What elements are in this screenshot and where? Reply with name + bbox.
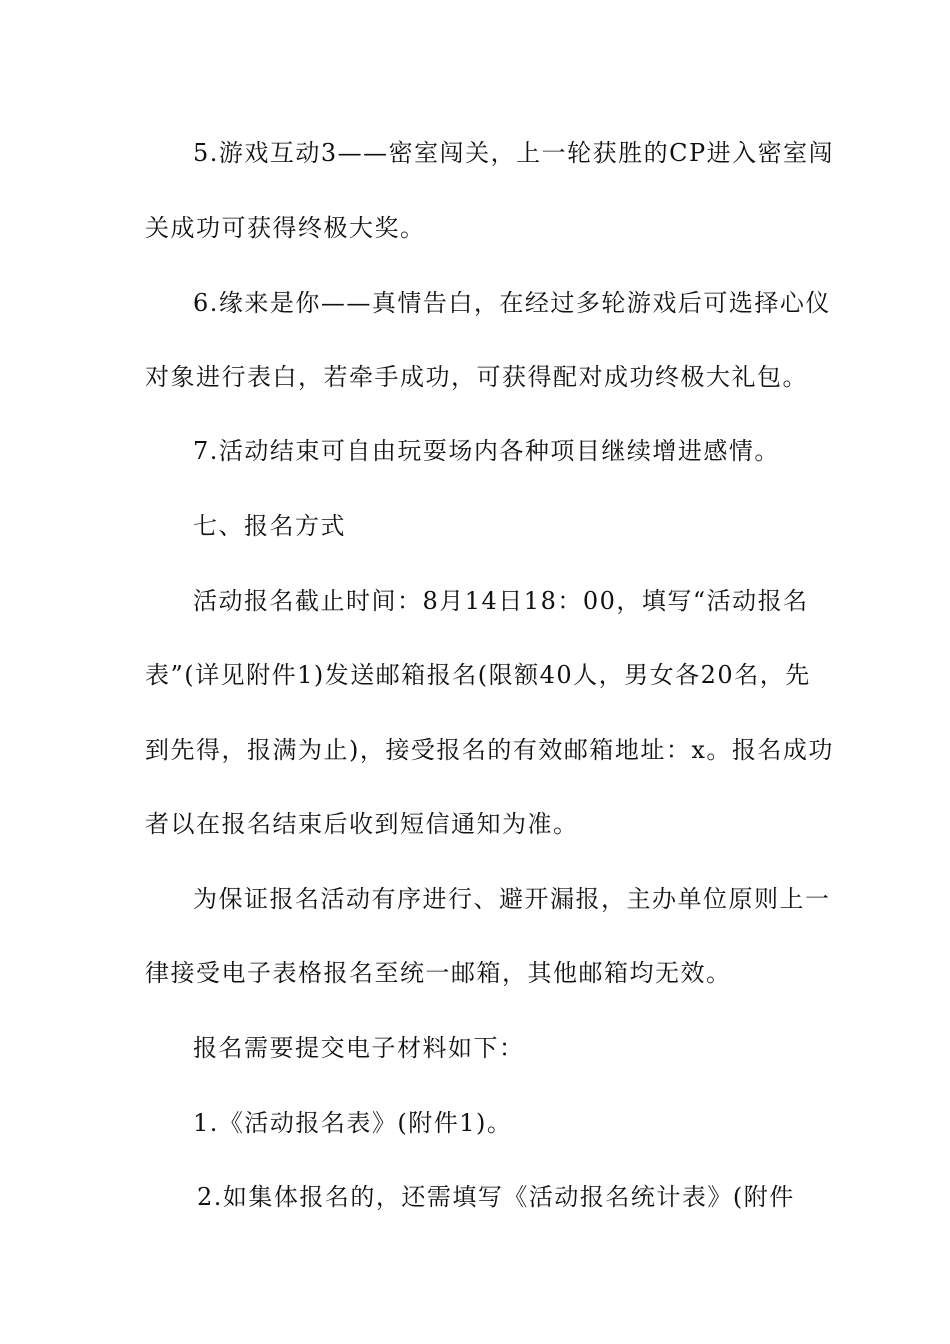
paragraph-line: 者以在报名结束后收到短信通知为准。	[145, 810, 579, 838]
paragraph-line: 6.缘来是你——真情告白，在经过多轮游戏后可选择心仪	[193, 289, 831, 317]
list-item: 2.如集体报名的，还需填写《活动报名统计表》(附件	[197, 1183, 795, 1211]
paragraph-line: 报名需要提交电子材料如下：	[193, 1034, 525, 1062]
paragraph-line: 关成功可获得终极大奖。	[145, 214, 426, 242]
paragraph-line: 律接受电子表格报名至统一邮箱，其他邮箱均无效。	[145, 959, 732, 987]
list-item: 1.《活动报名表》(附件1)。	[193, 1109, 513, 1137]
paragraph-line: 对象进行表白，若牵手成功，可获得配对成功终极大礼包。	[145, 363, 808, 391]
paragraph-line: 为保证报名活动有序进行、避开漏报，主办单位原则上一	[193, 885, 831, 913]
paragraph-line: 7.活动结束可自由玩耍场内各种项目继续增进感情。	[193, 437, 780, 465]
paragraph-line: 表”(详见附件1)发送邮箱报名(限额40人，男女各20名，先	[145, 661, 811, 689]
paragraph-line: 5.游戏互动3——密室闯关，上一轮获胜的CP进入密室闯	[193, 139, 835, 167]
paragraph-line: 活动报名截止时间：8月14日18：00，填写“活动报名	[193, 587, 809, 615]
paragraph-line: 到先得，报满为止)，接受报名的有效邮箱地址：x。报名成功	[145, 736, 834, 764]
section-heading: 七、报名方式	[193, 512, 346, 540]
